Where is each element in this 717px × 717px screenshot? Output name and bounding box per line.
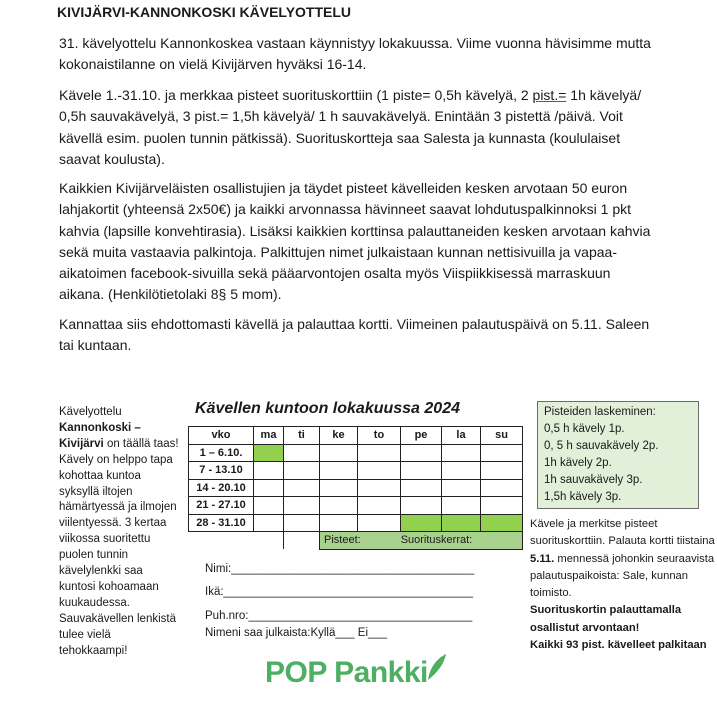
score-cell[interactable]	[284, 462, 320, 480]
score-cell[interactable]	[481, 479, 523, 497]
publish-consent[interactable]: Nimeni saa julkaista:Kyllä___ Ei___	[205, 627, 388, 639]
table-header-row	[189, 427, 523, 445]
empty-cell	[189, 532, 254, 550]
score-cell[interactable]	[401, 444, 442, 462]
week-label: 7 - 13.10	[189, 462, 254, 480]
pisteet-label: Pisteet:	[324, 534, 361, 547]
week-label: 14 - 20.10	[189, 479, 254, 497]
right-text-1: Kävele ja merkitse pisteet suorituskorttiin. Palauta kortti tiistaina	[530, 518, 715, 548]
table-row	[189, 514, 523, 532]
left-text-post: on täällä taas! Kävely on helppo tapa kohottaa kuntoa syksyllä iltojen hämärtyessä ja ilmojen viilentyessä. 3 kertaa viikossa suoritettu puolen tunnin kävelylenkki saa kuntosi kohoamaan kuukaudessa. Sauvakävellen lenkistä tulee vielä tehokkaampi!	[59, 437, 179, 657]
score-cell[interactable]	[401, 497, 442, 515]
left-text-pre: Kävelyottelu	[59, 406, 122, 418]
score-cell[interactable]	[401, 479, 442, 497]
score-cell[interactable]	[442, 462, 481, 480]
table-row	[189, 497, 523, 515]
week-label: 21 - 27.10	[189, 497, 254, 515]
box-line: 0, 5 h sauvakävely 2p.	[544, 440, 659, 452]
card-title: Kävellen kuntoon lokakuussa 2024	[195, 400, 460, 417]
score-cell[interactable]	[358, 444, 401, 462]
score-cell[interactable]	[320, 462, 358, 480]
name-field[interactable]: Nimi:______________________________________	[205, 563, 475, 575]
score-cell[interactable]	[254, 514, 284, 532]
empty-cell	[254, 532, 284, 550]
score-cell[interactable]	[320, 514, 358, 532]
points-calculation-box	[537, 401, 699, 509]
score-cell[interactable]	[358, 497, 401, 515]
header-cell: ke	[320, 427, 358, 445]
rules-underlined: pist.=	[532, 87, 567, 103]
rules-text-a: Kävele 1.-31.10. ja merkkaa pisteet suorituskorttiin (1 piste= 0,5h kävelyä, 2	[59, 87, 533, 103]
score-cell[interactable]	[442, 444, 481, 462]
score-cell[interactable]	[284, 444, 320, 462]
score-cell[interactable]	[284, 479, 320, 497]
return-date: 5.11.	[530, 552, 555, 565]
box-line: 1h kävely 2p.	[544, 457, 612, 469]
paragraph-intro: 31. kävelyottelu Kannonkoskea vastaan käynnistyy lokakuussa. Viime vuonna hävisimme mutta kokonaistilanne on vielä Kivijärven hyväksi 16-14.	[59, 35, 651, 73]
score-cell[interactable]	[320, 497, 358, 515]
score-cell[interactable]	[442, 479, 481, 497]
box-line: 1,5h kävely 3p.	[544, 491, 622, 503]
header-cell: vko	[189, 427, 254, 445]
table-row	[189, 462, 523, 480]
box-line: 1h sauvakävely 3p.	[544, 474, 643, 486]
score-cell[interactable]	[481, 514, 523, 532]
card-left-text	[59, 405, 181, 660]
score-cell[interactable]	[254, 444, 284, 462]
score-cell[interactable]	[284, 514, 320, 532]
week-label: 28 - 31.10	[189, 514, 254, 532]
score-cell[interactable]	[254, 462, 284, 480]
pop-pankki-logo: POP Pankki	[265, 656, 428, 689]
table-row-totals	[189, 532, 523, 550]
paragraph-prizes: Kaikkien Kivijärveläisten osallistujien ja täydet pisteet kävelleiden kesken arvotaan 50 euron lahjakortit (yhteensä 2x50€) ja kaikki arvonnassa hävinneet saavat lohdutuspalkinnoksi 1 pkt kahvia (lapsille konvehtirasia). Lisäksi kaikkien korttinsa palauttaneiden kesken arvotaan kahvia sekä muita vastaavia palkintoja. Palkittujen nimet julkaistaan kunnan nettisivuilla ja vapaa-aikatoimen facebook-sivuilla sekä pääarvontojen osalta myös Viispiikkisessä marraskuun aikana. (Henkilötietolaki 8§ 5 mom).	[59, 180, 651, 303]
walking-score-table	[188, 426, 523, 550]
score-cell[interactable]	[442, 497, 481, 515]
score-cell[interactable]	[481, 444, 523, 462]
header-cell: ma	[254, 427, 284, 445]
right-bold-2: Kaikki 93 pist. kävelleet palkitaan	[530, 639, 707, 652]
score-cell[interactable]	[401, 514, 442, 532]
age-field[interactable]: Ikä:_______________________________________	[205, 586, 473, 598]
leaf-icon	[424, 652, 448, 682]
right-bold-1: Suorituskortin palauttamalla osallistut arvontaan!	[530, 604, 682, 634]
score-cell[interactable]	[481, 497, 523, 515]
right-text-2: mennessä johonkin seuraavista palautuspaikoista: Sale, kunnan toimisto.	[530, 552, 715, 600]
score-cell[interactable]	[254, 497, 284, 515]
score-cell[interactable]	[254, 479, 284, 497]
box-line: 0,5 h kävely 1p.	[544, 423, 625, 435]
score-cell[interactable]	[442, 514, 481, 532]
score-cell[interactable]	[401, 462, 442, 480]
table-row	[189, 444, 523, 462]
document-title: KIVIJÄRVI-KANNONKOSKI KÄVELYOTTELU	[57, 4, 352, 20]
phone-field[interactable]: Puh.nro:___________________________________	[205, 610, 473, 622]
score-cell[interactable]	[320, 479, 358, 497]
left-text-bold: Kannonkoski – Kivijärvi	[59, 421, 141, 450]
rules-text-b: 1h kävelyä/ 0,5h sauvakävelyä, 3 pist.= 1,5h kävelyä/ 1 h sauvakävelyä. Enintään 3 pistettä /päivä. Voit kävellä esim. puolen tunnin pätkissä). Suorituskortteja saa Salesta ja kunnasta (koululaiset saavat koulusta).	[59, 87, 642, 167]
paragraph-rules	[59, 85, 659, 170]
header-cell: su	[481, 427, 523, 445]
score-cell[interactable]	[320, 444, 358, 462]
week-label: 1 – 6.10.	[189, 444, 254, 462]
header-cell: to	[358, 427, 401, 445]
score-cell[interactable]	[358, 514, 401, 532]
header-cell: pe	[401, 427, 442, 445]
card-right-text	[530, 516, 715, 654]
empty-cell	[284, 532, 320, 550]
score-cell[interactable]	[481, 462, 523, 480]
header-cell: ti	[284, 427, 320, 445]
score-cell[interactable]	[358, 462, 401, 480]
header-cell: la	[442, 427, 481, 445]
suoritus-label: Suorituskerrat:	[400, 534, 473, 547]
score-cell[interactable]	[358, 479, 401, 497]
box-title: Pisteiden laskeminen:	[544, 406, 656, 418]
table-row	[189, 479, 523, 497]
paragraph-return: Kannattaa siis ehdottomasti kävellä ja palauttaa kortti. Viimeinen palautuspäivä on 5.11. Saleen tai kuntaan.	[59, 316, 650, 354]
totals-cell[interactable]	[320, 532, 523, 550]
score-cell[interactable]	[284, 497, 320, 515]
